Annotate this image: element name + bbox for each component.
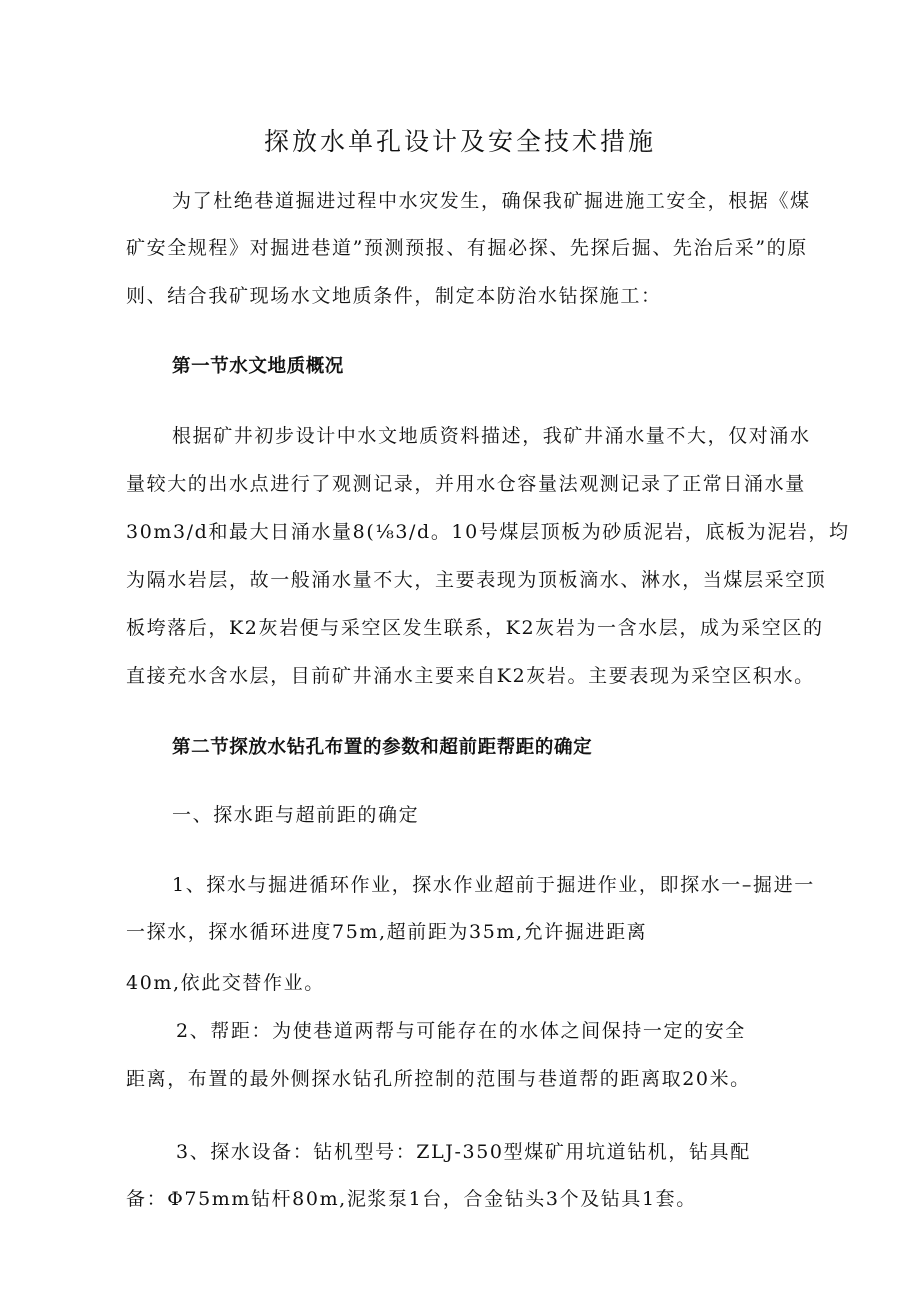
section1-line-1: 根据矿井初步设计中水文地质资料描述，我矿井涌水量不大，仅对涌水 [172, 425, 811, 447]
item1-line-3: 40m,依此交替作业。 [126, 972, 325, 994]
document-title: 探放水单孔设计及安全技术措施 [263, 127, 656, 156]
intro-line-3: 则、结合我矿现场水文地质条件，制定本防治水钻探施工： [126, 285, 662, 307]
intro-line-2: 矿安全规程》对掘进巷道”预测预报、有掘必探、先探后掘、先治后采”的原 [126, 237, 808, 259]
item3-line-1: 3、探水设备：钻机型号：ZLJ-350型煤矿用坑道钻机，钻具配 [176, 1141, 751, 1163]
section1-line-3: 30m3/d和最大日涌水量8(⅛3/d。10号煤层顶板为砂质泥岩，底板为泥岩，均 [126, 521, 850, 543]
item3-line-2: 备：Φ75mm钻杆80m,泥浆泵1台，合金钻头3个及钻具1套。 [126, 1188, 697, 1210]
item1-line-2: 一探水，探水循环进度75m,超前距为35m,允许掘进距离 [126, 921, 648, 943]
item1-line-1: 1、探水与掘进循环作业，探水作业超前于掘进作业，即探水一–掘进一 [172, 874, 815, 896]
section2-subheading: 一、探水距与超前距的确定 [172, 804, 420, 826]
item2-line-2: 距离，布置的最外侧探水钻孔所控制的范围与巷道帮的距离取20米。 [126, 1068, 751, 1090]
section2-heading: 第二节探放水钻孔布置的参数和超前距帮距的确定 [172, 737, 593, 758]
intro-line-1: 为了杜绝巷道掘进过程中水灾发生，确保我矿掘进施工安全，根据《煤 [172, 190, 811, 212]
section1-line-2: 量较大的出水点进行了观测记录，并用水仓容量法观测记录了正常日涌水量 [126, 473, 806, 495]
section1-line-5: 板垮落后，K2灰岩便与采空区发生联系，K2灰岩为一含水层，成为采空区的 [126, 617, 824, 639]
item2-line-1: 2、帮距：为使巷道两帮与可能存在的水体之间保持一定的安全 [176, 1020, 746, 1042]
section1-line-4: 为隔水岩层，故一般涌水量不大，主要表现为顶板滴水、淋水，当煤层采空顶 [126, 569, 827, 591]
section1-line-6: 直接充水含水层，目前矿井涌水主要来自K2灰岩。主要表现为采空区积水。 [126, 665, 815, 687]
section1-heading: 第一节水文地质概况 [172, 356, 344, 377]
